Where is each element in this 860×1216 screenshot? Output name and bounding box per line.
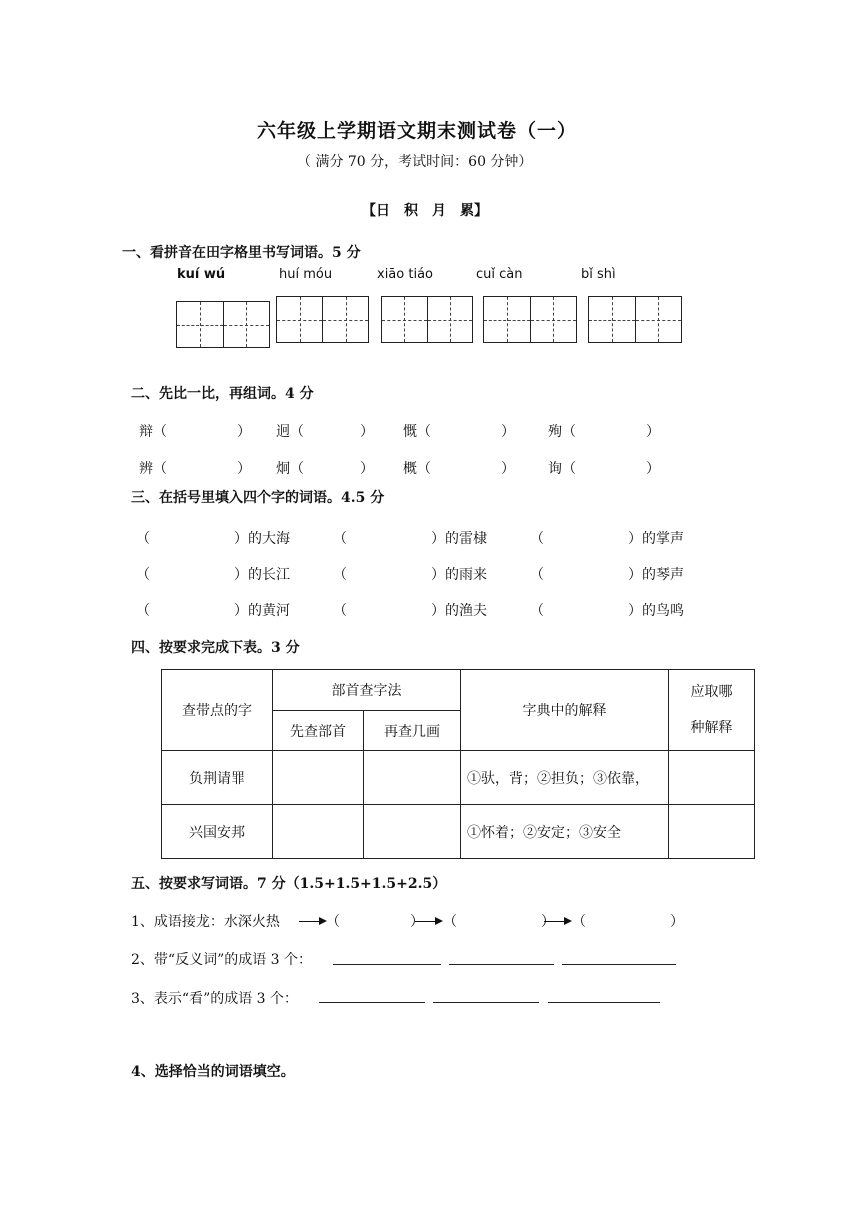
q4-row2-choice[interactable] <box>669 805 755 859</box>
q5-item3-answer-line-1[interactable] <box>319 1002 425 1003</box>
q4-col-choice <box>669 670 755 751</box>
arrow-icon <box>544 921 570 922</box>
q2-heading: 二、先比一比，再组词。4 分 <box>131 386 314 402</box>
q3-r3-c2[interactable]: （ ）的渔夫 <box>333 603 487 619</box>
q2-r2-c2[interactable]: 炯（ ） <box>276 461 374 477</box>
q4-row2-strokes[interactable] <box>364 805 461 859</box>
q5-item1-label: 1、成语接龙：水深火热 <box>131 914 280 930</box>
q5-item1-blank1[interactable]: （ ） <box>326 914 424 930</box>
q2-r2-c3[interactable]: 概（ ） <box>403 461 515 477</box>
q5-heading: 五、按要求写词语。7 分（1.5+1.5+1.5+2.5） <box>131 876 447 892</box>
q5-item2-answer-line-1[interactable] <box>333 964 441 965</box>
q4-heading: 四、按要求完成下表。3 分 <box>131 640 300 656</box>
q4-sub-then: 再查几画 <box>364 711 461 751</box>
q4-sub-first: 先查部首 <box>273 711 364 751</box>
q4-row2-radical[interactable] <box>273 805 364 859</box>
q3-heading: 三、在括号里填入四个字的词语。4.5 分 <box>131 490 385 506</box>
q2-r2-c1[interactable]: 辨（ ） <box>139 461 251 477</box>
q2-r2-c4[interactable]: 询（ ） <box>548 461 660 477</box>
q3-r3-c1[interactable]: （ ）的黄河 <box>136 603 290 619</box>
q4-row2-char: 兴国安邦 <box>162 805 273 859</box>
pinyin-2: huí móu <box>279 267 333 282</box>
q5-item3-label: 3、表示“看”的成语 3 个： <box>131 991 299 1007</box>
tianzige-grid-5[interactable] <box>588 296 682 343</box>
q3-r1-c2[interactable]: （ ）的雷棣 <box>333 531 487 547</box>
q4-col-choice-line1: 应取哪 <box>690 684 733 700</box>
tianzige-grid-3[interactable] <box>381 296 473 343</box>
page-subtitle: （ 满分 70 分，考试时间：60 分钟） <box>297 154 533 170</box>
q5-item1-blank3[interactable]: （ ） <box>572 914 684 930</box>
q4-col-choice-line2: 种解释 <box>690 720 733 736</box>
q3-r1-c3[interactable]: （ ）的掌声 <box>530 531 684 547</box>
q3-r3-c3[interactable]: （ ）的鸟鸣 <box>530 603 684 619</box>
q3-r1-c1[interactable]: （ ）的大海 <box>136 531 290 547</box>
q1-heading: 一、看拼音在田字格里书写词语。5 分 <box>122 245 361 261</box>
q4-col-meaning: 字典中的解释 <box>461 670 669 751</box>
arrow-icon <box>299 921 325 922</box>
q4-row1-meaning: ①驮，背；②担负；③依靠， <box>461 751 669 805</box>
pinyin-1: kuí wú <box>177 267 226 282</box>
tianzige-grid-2[interactable] <box>276 296 369 343</box>
tianzige-grid-1[interactable] <box>176 301 270 348</box>
q2-r1-c2[interactable]: 迥（ ） <box>276 424 374 440</box>
page-title: 六年级上学期语文期末测试卷（一） <box>257 120 578 142</box>
q5-item1-blank2[interactable]: （ ） <box>443 914 555 930</box>
q2-r1-c3[interactable]: 慨（ ） <box>403 424 515 440</box>
q2-r1-c4[interactable]: 殉（ ） <box>548 424 660 440</box>
pinyin-5: bǐ shì <box>581 267 616 282</box>
q3-r2-c3[interactable]: （ ）的琴声 <box>530 567 684 583</box>
q4-col-radical: 部首查字法 <box>273 670 461 711</box>
q5-item2-label: 2、带“反义词”的成语 3 个： <box>131 952 313 968</box>
q4-row2-meaning: ①怀着；②安定；③安全 <box>461 805 669 859</box>
arrow-icon <box>415 921 441 922</box>
q5-item3-answer-line-3[interactable] <box>548 1002 660 1003</box>
q2-r1-c1[interactable]: 辩（ ） <box>139 424 251 440</box>
q5-item2-answer-line-3[interactable] <box>562 964 676 965</box>
pinyin-3: xiāo tiáo <box>377 267 433 282</box>
q5-item4-label: 4、选择恰当的词语填空。 <box>131 1064 295 1080</box>
q3-r2-c2[interactable]: （ ）的雨来 <box>333 567 487 583</box>
pinyin-4: cuǐ càn <box>476 267 523 282</box>
q4-row1-char: 负荆请罪 <box>162 751 273 805</box>
q3-r2-c1[interactable]: （ ）的长江 <box>136 567 290 583</box>
section-title: 【日 积 月 累】 <box>362 203 488 219</box>
q4-row1-strokes[interactable] <box>364 751 461 805</box>
q5-item3-answer-line-2[interactable] <box>433 1002 539 1003</box>
q5-item2-answer-line-2[interactable] <box>449 964 554 965</box>
q4-row1-choice[interactable] <box>669 751 755 805</box>
q4-row1-radical[interactable] <box>273 751 364 805</box>
q4-table <box>161 669 755 859</box>
tianzige-grid-4[interactable] <box>483 296 577 343</box>
q4-col-char: 查带点的字 <box>162 670 273 751</box>
